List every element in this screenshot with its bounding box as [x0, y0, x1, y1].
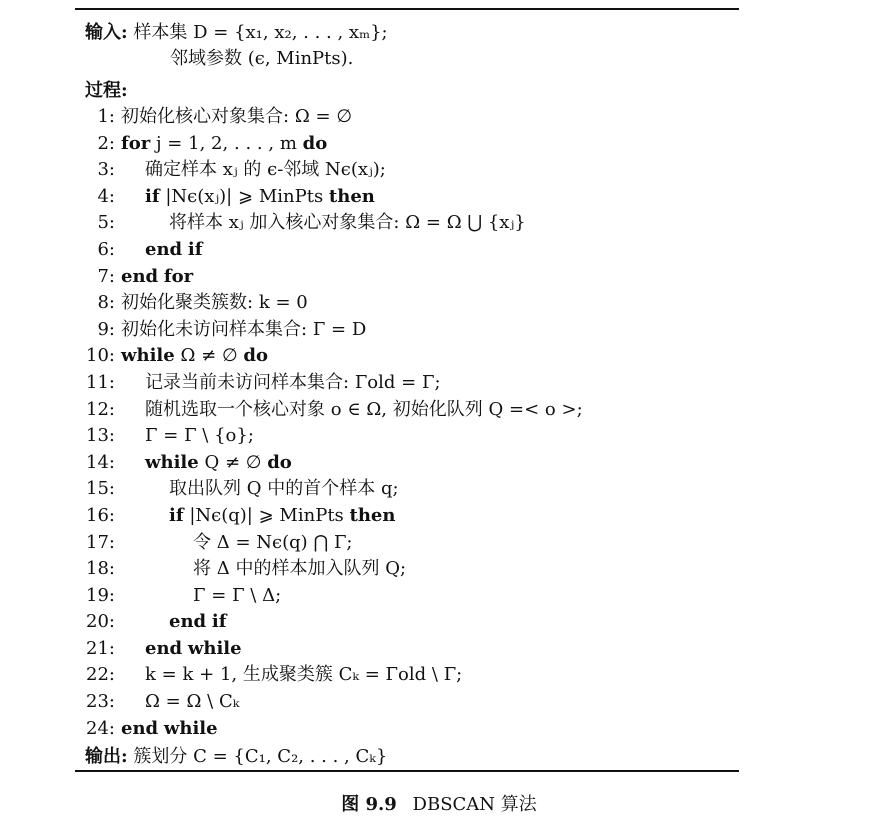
algorithm-line	[81, 131, 731, 158]
line-number: 15:	[86, 478, 115, 500]
output-line	[85, 744, 387, 770]
line-text: while Ω ≠ ∅ do	[121, 345, 268, 367]
algorithm-line	[81, 184, 731, 211]
line-number: 20:	[86, 611, 115, 633]
line-text: end while	[121, 717, 218, 739]
input-line	[85, 20, 388, 46]
line-number: 24:	[86, 717, 115, 739]
line-number: 17:	[86, 531, 115, 553]
algorithm-line	[81, 450, 731, 477]
input-text: 样本集 D = {x₁, x₂, . . . , xₘ};	[133, 22, 388, 43]
output-text: 簇划分 C = {C₁, C₂, . . . , Cₖ}	[133, 746, 388, 767]
algorithm-lines	[81, 104, 731, 742]
line-text: end if	[145, 238, 203, 260]
algorithm-line	[81, 556, 731, 583]
bottom-rule	[75, 770, 739, 772]
line-number: 1:	[97, 106, 115, 127]
line-number: 12:	[86, 398, 115, 420]
algorithm-line	[81, 530, 731, 557]
line-number: 16:	[86, 504, 115, 526]
top-rule	[75, 8, 739, 10]
line-text: 取出队列 Q 中的首个样本 q;	[169, 478, 399, 500]
line-text: Ω = Ω \ Cₖ	[145, 691, 240, 713]
algorithm-line	[81, 157, 731, 184]
line-text: end for	[121, 265, 194, 287]
algorithm-line	[81, 583, 731, 610]
line-text: end if	[169, 611, 227, 633]
algorithm-line	[81, 343, 731, 370]
line-number: 5:	[97, 212, 115, 234]
algorithm-line	[81, 503, 731, 530]
line-number: 21:	[86, 637, 115, 659]
algorithm-line	[81, 662, 731, 689]
algorithm-line	[81, 237, 731, 264]
line-number: 4:	[97, 185, 115, 207]
line-text: 将样本 xⱼ 加入核心对象集合: Ω = Ω ⋃ {xⱼ}	[169, 212, 526, 234]
algorithm-line	[81, 264, 731, 291]
line-text: 初始化核心对象集合: Ω = ∅	[121, 106, 352, 127]
line-text: if |Nϵ(q)| ⩾ MinPts then	[169, 504, 396, 526]
figure-label: 图 9.9	[341, 794, 397, 815]
line-text: 记录当前未访问样本集合: Γold = Γ;	[145, 371, 441, 393]
algorithm-line	[81, 317, 731, 344]
input-label: 输入:	[85, 22, 128, 43]
algorithm-line	[81, 104, 731, 131]
algorithm-line	[81, 716, 731, 743]
line-text: k = k + 1, 生成聚类簇 Cₖ = Γold \ Γ;	[145, 664, 463, 686]
figure-caption	[0, 790, 878, 816]
algorithm-line	[81, 609, 731, 636]
line-number: 18:	[86, 558, 115, 580]
line-text: 初始化未访问样本集合: Γ = D	[121, 318, 367, 340]
line-number: 23:	[86, 691, 115, 713]
output-label: 输出:	[85, 746, 128, 767]
line-text: Γ = Γ \ {o};	[145, 425, 254, 447]
line-text: while Q ≠ ∅ do	[145, 451, 292, 473]
input-params: 邻域参数 (ϵ, MinPts).	[170, 48, 354, 69]
algorithm-line	[81, 210, 731, 237]
algorithm-line	[81, 476, 731, 503]
algorithm-line	[81, 370, 731, 397]
line-number: 8:	[97, 292, 115, 314]
algorithm-line	[81, 423, 731, 450]
line-number: 2:	[97, 132, 115, 154]
line-text: 随机选取一个核心对象 o ∈ Ω, 初始化队列 Q =< o >;	[145, 398, 583, 420]
algorithm-line	[81, 636, 731, 663]
line-number: 10:	[86, 345, 115, 367]
line-text: 确定样本 xⱼ 的 ϵ-邻域 Nϵ(xⱼ);	[145, 159, 386, 181]
line-number: 3:	[97, 159, 115, 181]
line-text: Γ = Γ \ Δ;	[193, 584, 282, 606]
line-text: 令 Δ = Nϵ(q) ⋂ Γ;	[193, 531, 353, 553]
line-text: end while	[145, 637, 242, 659]
line-number: 6:	[97, 238, 115, 260]
line-number: 22:	[86, 664, 115, 686]
line-number: 9:	[97, 318, 115, 340]
figure-title: DBSCAN 算法	[412, 794, 537, 815]
line-number: 13:	[86, 425, 115, 447]
algorithm-line	[81, 290, 731, 317]
algorithm-line	[81, 689, 731, 716]
line-number: 14:	[86, 451, 115, 473]
line-text: 将 Δ 中的样本加入队列 Q;	[193, 558, 407, 580]
line-text: 初始化聚类簇数: k = 0	[121, 292, 308, 314]
algorithm-line	[81, 397, 731, 424]
line-number: 11:	[86, 371, 115, 393]
process-label: 过程:	[85, 80, 128, 101]
line-text: if |Nϵ(xⱼ)| ⩾ MinPts then	[145, 185, 375, 207]
line-number: 19:	[86, 584, 115, 606]
line-number: 7:	[97, 265, 115, 287]
line-text: for j = 1, 2, . . . , m do	[121, 132, 328, 154]
